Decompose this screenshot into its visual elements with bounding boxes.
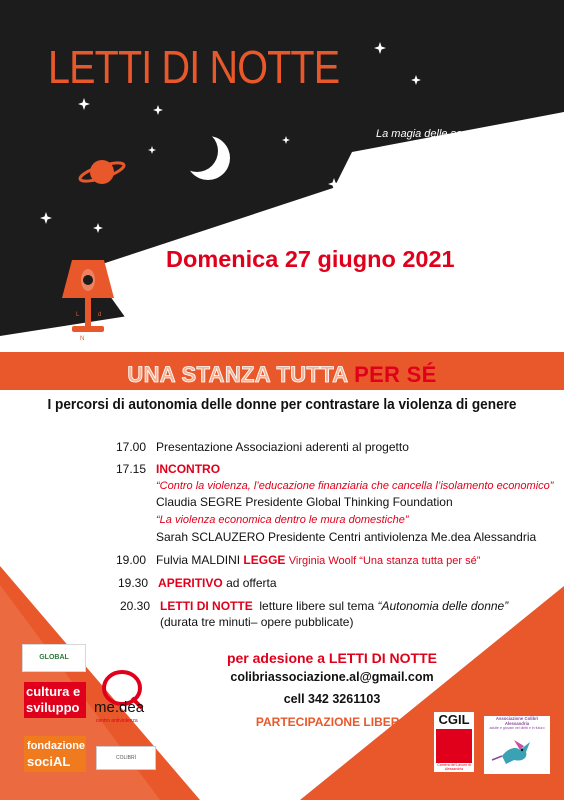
program-text: Presentazione Associazioni aderenti al progetto (156, 440, 409, 454)
program-work: Virginia Woolf “Una stanza tutta per sé” (288, 555, 481, 567)
event-venue: cortile Camera del Lavoro (166, 284, 361, 303)
adesione-text: per adesione a LETTI DI NOTTE (226, 650, 438, 666)
colibri-logo (484, 716, 550, 774)
poster-title: LETTI DI NOTTE (48, 41, 340, 93)
star-icon (128, 268, 140, 280)
global-thinking-logo (22, 644, 86, 672)
small-logo-label: COLIBRÌ (115, 755, 136, 761)
event-date: Domenica 27 giugno 2021 (166, 246, 455, 272)
program-speaker-1: Claudia SEGRE Presidente Global Thinking Foundation (156, 495, 453, 509)
program-item-1 (116, 440, 409, 454)
program-note: (durata tre minuti– opere pubblicate) (160, 615, 354, 629)
star-icon (328, 178, 340, 190)
event-address: Via Cavour, 29 Alessandria (166, 313, 370, 332)
program-label: LETTI DI NOTTE (160, 599, 253, 613)
program-item-2 (116, 462, 220, 476)
star-icon (93, 223, 103, 233)
program-label: LEGGE (243, 553, 286, 567)
program-time: 17.00 (116, 440, 147, 454)
event-subtitle: I percorsi di autonomia delle donne per contrastare la violenza di genere (47, 397, 517, 413)
program-time: 19.30 (118, 576, 149, 590)
star-icon (40, 212, 52, 224)
cgil-text: CGIL (438, 712, 470, 727)
star-icon (153, 105, 163, 115)
event-title (0, 362, 564, 388)
program-time: 17.15 (116, 462, 147, 476)
free-participation: PARTECIPAZIONE LIBERA (255, 715, 409, 729)
intro-text-2: la notte bianca della lettura in cui grandi e piccoli possono sognare sotto le stelle, tra le pagine e le parole di testi scelti con cura . (376, 145, 553, 228)
cultura-sviluppo-logo (24, 682, 86, 718)
program-quote-2: “La violenza economica dentro le mura domestiche” (156, 514, 409, 526)
event-title-outline: UNA STANZA TUTTA (127, 362, 348, 387)
star-icon (374, 42, 386, 54)
medea-text: me.dea (94, 699, 145, 716)
cultura-line-2: sviluppo (26, 700, 80, 715)
global-thinking-label: GLOBAL (39, 654, 69, 661)
fondazione-social-logo (24, 736, 86, 772)
fondazione-line-2: sociAL (27, 754, 71, 769)
program-speaker: Fulvia MALDINI (156, 553, 241, 567)
cgil-sub: Camera del Lavoro di Alessandria (437, 763, 471, 771)
fondazione-line-1: fondazione (27, 740, 86, 752)
program-label: INCONTRO (156, 462, 221, 476)
program-item-4 (118, 576, 277, 590)
contact-phone: cell 342 3261103 (283, 692, 381, 706)
program-item-5 (120, 599, 508, 613)
colibri-name: Associazione Colibrì Alessandria (495, 716, 539, 726)
star-icon (148, 146, 156, 154)
program-label: APERITIVO (158, 576, 223, 590)
medea-logo (92, 668, 156, 726)
star-icon (78, 98, 90, 110)
program-time: 20.30 (120, 599, 151, 613)
svg-text:L: L (76, 312, 80, 318)
intro-paragraph (376, 126, 554, 232)
star-icon (411, 75, 421, 85)
program-time: 19.00 (116, 553, 147, 567)
lamp-logo-icon (58, 258, 118, 344)
program-text: ad offerta (226, 576, 277, 590)
medea-sub: centro antiviolenza (96, 718, 138, 724)
program-speaker-2: Sarah SCLAUZERO Presidente Centri antiviolenza Me.dea Alessandria (156, 530, 537, 544)
cultura-line-1: cultura e (26, 684, 81, 699)
star-icon (282, 136, 290, 144)
program-theme: “Autonomia delle donne” (377, 599, 509, 613)
moon-icon (176, 130, 230, 180)
intro-text-1: La magia delle sere estive si fonde con quella di (376, 128, 546, 158)
contact-email: colibriassociazione.al@gmail.com (230, 670, 434, 684)
event-title-strong: PER SÉ (354, 362, 437, 387)
svg-text:N: N (80, 336, 85, 342)
intro-highlight: Letti Di Notte: (440, 145, 513, 158)
cgil-logo (434, 712, 474, 772)
program-quote-1: “Contro la violenza, l’educazione finanziaria che cancella l’isolamento economico” (156, 480, 554, 492)
hummingbird-icon (484, 730, 550, 774)
planet-icon (78, 159, 125, 185)
svg-text:d: d (98, 312, 102, 318)
colibri-sub: adulte e giovani nei diritti e in futuro (489, 726, 545, 730)
program-item-3 (116, 553, 480, 567)
small-partner-logo (96, 746, 156, 770)
program-text: letture libere sul tema (259, 599, 375, 613)
